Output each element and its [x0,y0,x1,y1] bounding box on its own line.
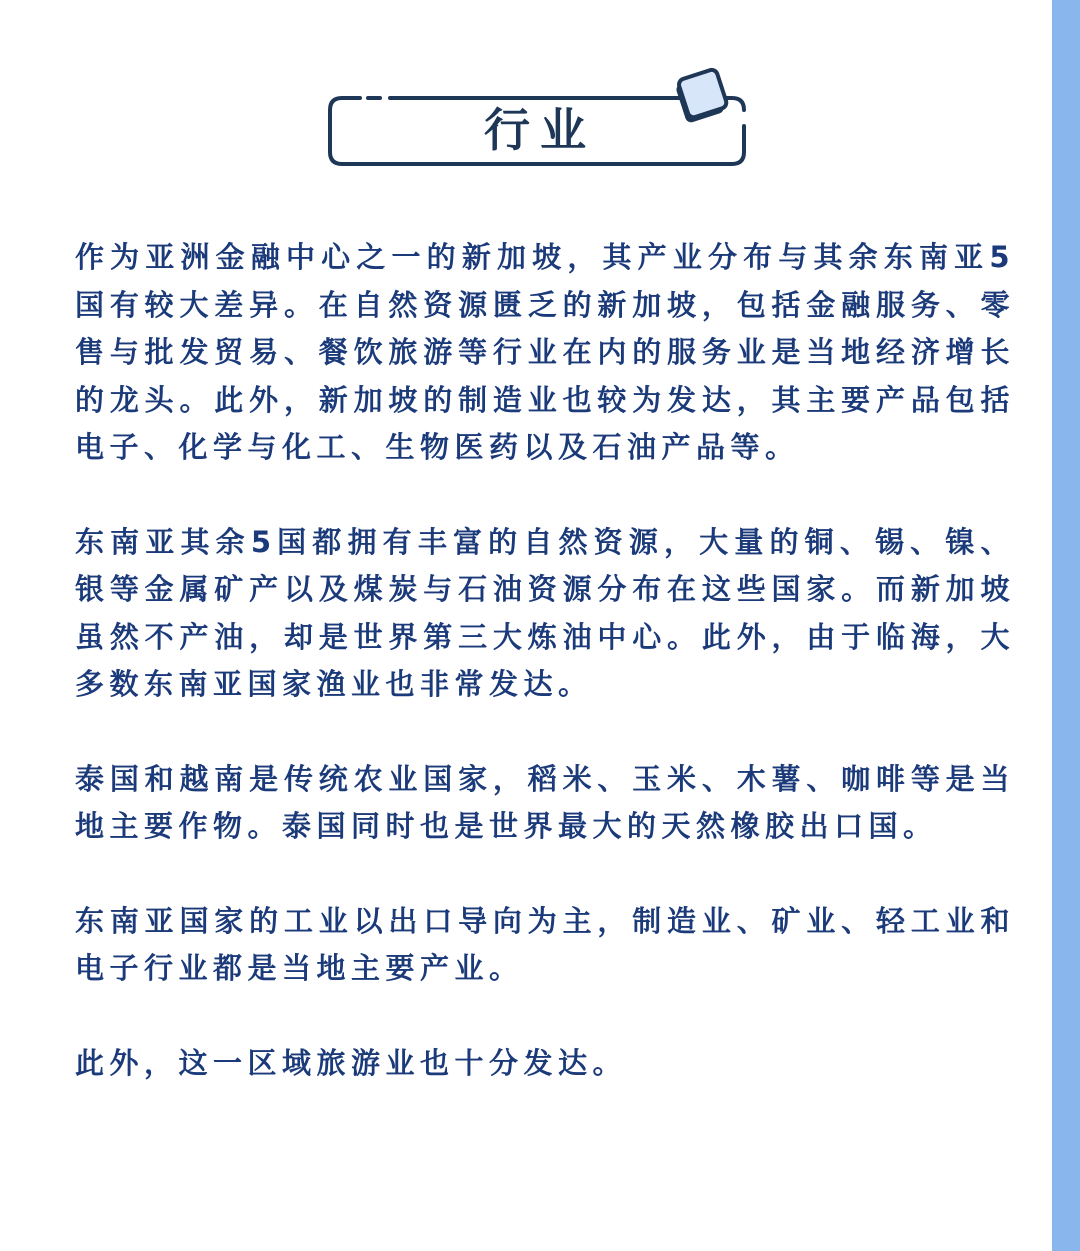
page-title: 行业 [484,103,596,157]
paragraph-manufacturing: 东南亚国家的工业以出口导向为主，制造业、矿业、轻工业和电子行业都是当地主要产业。 [75,903,1015,985]
paragraph-tourism: 此外，这一区域旅游业也十分发达。 [75,1045,628,1080]
section-header [320,64,760,176]
article-body [75,234,1015,1134]
paragraph-agriculture: 泰国和越南是传统农业国家，稻米、玉米、木薯、咖啡等是当地主要作物。泰国同时也是世界最大的天然橡胶出口国。 [75,761,1015,843]
right-accent-bar [1052,0,1080,1251]
paragraph-singapore-industry: 作为亚洲金融中心之一的新加坡，其产业分布与其余东南亚5国有较大差异。在自然资源匮乏的新加坡，包括金融服务、零售与批发贸易、餐饮旅游等行业在内的服务业是当地经济增长的龙头。此外，新加坡的制造业也较为发达，其主要产品包括电子、化学与化工、生物医药以及石油产品等。 [75,240,1015,464]
paragraph-natural-resources: 东南亚其余5国都拥有丰富的自然资源，大量的铜、锡、镍、银等金属矿产以及煤炭与石油资源分布在这些国家。而新加坡虽然不产油，却是世界第三大炼油中心。此外，由于临海，大多数东南亚国家渔业也非常发达。 [75,524,1015,701]
